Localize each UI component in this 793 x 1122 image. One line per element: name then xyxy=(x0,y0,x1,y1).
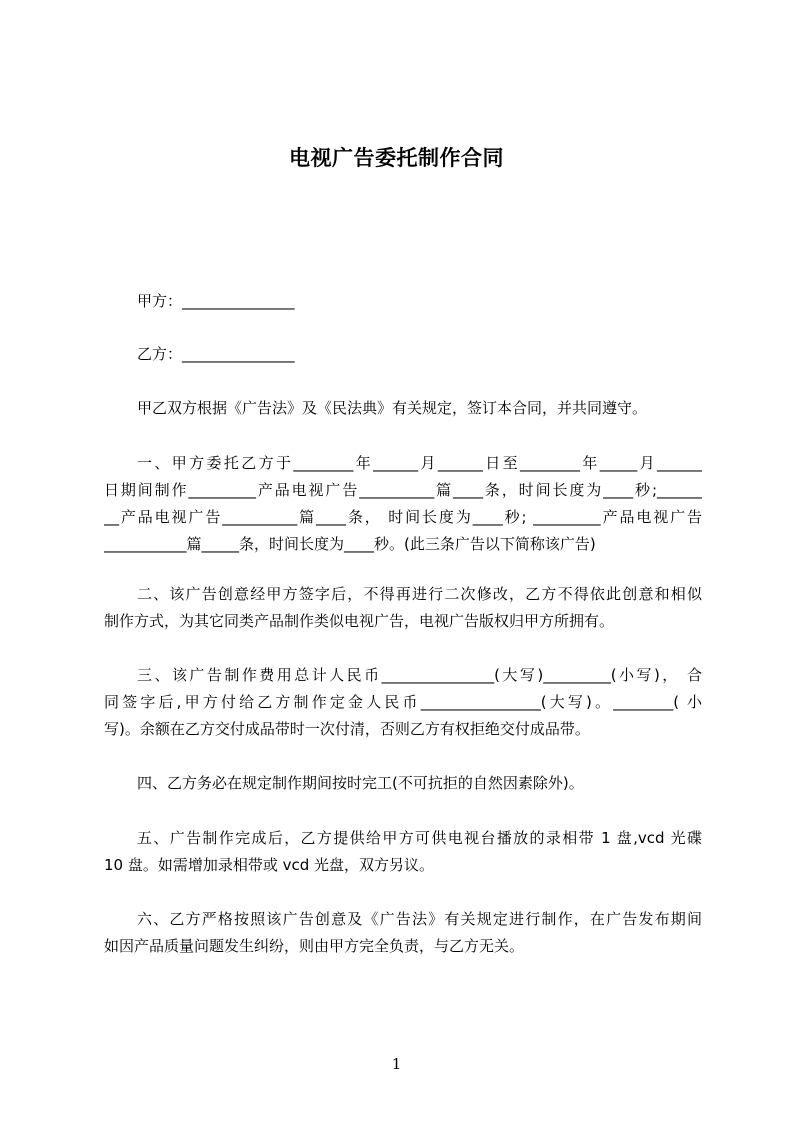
clause2-line-1: 二、该广告创意经甲方签字后，不得再进行二次修改，乙方不得依此创意和相似 xyxy=(137,585,702,603)
clause1-line-2: 日期间制作_________产品电视广告__________篇____条，时间长度为____秒;______ xyxy=(104,481,702,499)
document-title: 电视广告委托制作合同 xyxy=(289,146,504,170)
clause3-line-1: 三、该广告制作费用总计人民币_______________(大写)_________(小写)， 合 xyxy=(137,666,702,684)
clause1-line-1: 一、甲方委托乙方于________年______月______日至________年_____月______ xyxy=(137,454,702,472)
clause3-line-2: 同签字后,甲方付给乙方制作定金人民币________________(大写)。________( 小 xyxy=(104,693,702,711)
clause6-line-2: 如因产品质量问题发生纠纷，则由甲方完全负责，与乙方无关。 xyxy=(104,937,525,955)
page-number: 1 xyxy=(391,1055,402,1073)
party-b-line: 乙方：_______________ xyxy=(137,345,295,363)
clause1-line-4: ___________篇_____条，时间长度为____秒。(此三条广告以下简称该广告) xyxy=(104,535,596,553)
clause4-paragraph: 四、乙方务必在规定制作期间按时完工(不可抗拒的自然因素除外)。 xyxy=(137,774,584,792)
clause5-line-2: 10 盘。如需增加录相带或 vcd 光盘，双方另议。 xyxy=(104,856,435,874)
clause6-line-1: 六、乙方严格按照该广告创意及《广告法》有关规定进行制作，在广告发布期间 xyxy=(137,910,702,928)
party-a-line: 甲方：_______________ xyxy=(137,292,295,310)
intro-paragraph: 甲乙双方根据《广告法》及《民法典》有关规定，签订本合同，并共同遵守。 xyxy=(137,399,648,417)
clause5-line-1: 五、广告制作完成后，乙方提供给甲方可供电视台播放的录相带 1 盘,vcd 光碟 xyxy=(137,829,702,847)
clause3-line-3: 写)。余额在乙方交付成品带时一次付清，否则乙方有权拒绝交付成品带。 xyxy=(104,720,590,738)
clause2-line-2: 制作方式，为其它同类产品制作类似电视广告，电视广告版权归甲方所拥有。 xyxy=(104,612,615,630)
clause1-line-3: __产品电视广告__________篇____条， 时间长度为____秒; _________产品电视广告 xyxy=(104,508,702,526)
